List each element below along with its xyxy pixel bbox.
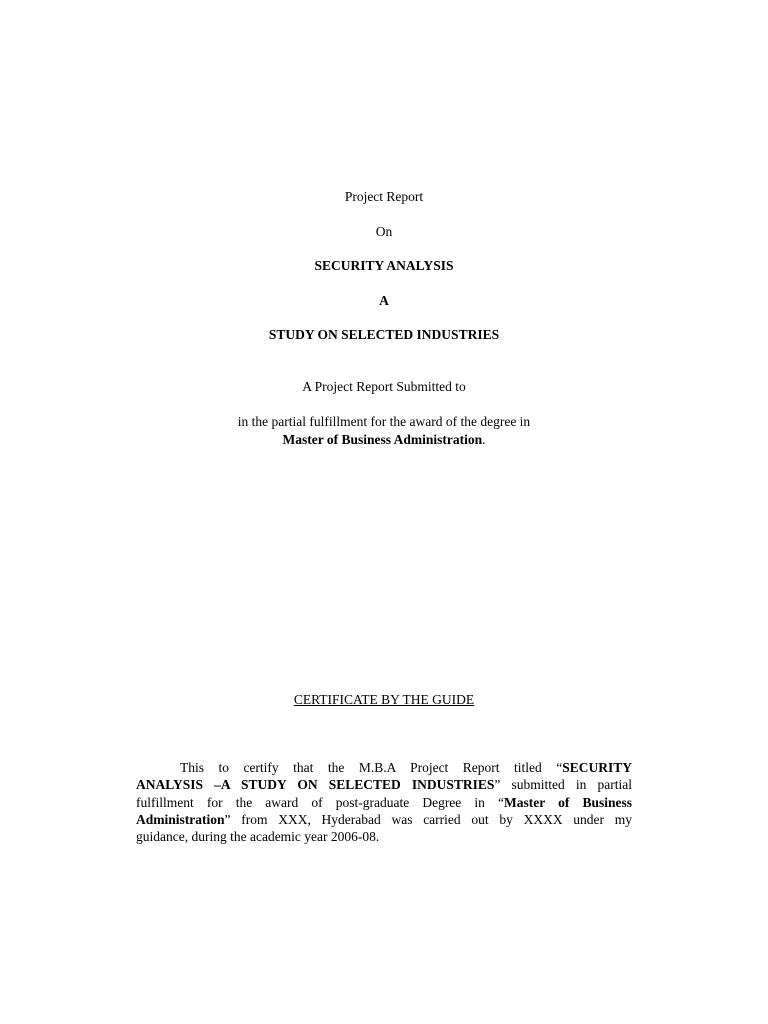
certificate-line-1: This to certify that the M.B.A Project Report titled “SECURITY xyxy=(180,760,632,775)
fulfillment-text: in the partial fulfillment for the award of the degree in xyxy=(237,414,531,429)
certificate-line-5: guidance, during the academic year 2006-08. xyxy=(136,829,380,845)
report-title-security-analysis: SECURITY ANALYSIS xyxy=(314,258,454,273)
degree-name: Master of Business Administration xyxy=(282,432,483,447)
certificate-heading: CERTIFICATE BY THE GUIDE xyxy=(293,692,475,707)
certificate-line-3: fulfillment for the award of post-graduate Degree in “Master of Business xyxy=(136,794,632,810)
certificate-paragraph xyxy=(136,759,632,845)
degree-line xyxy=(0,431,768,448)
submitted-to-text: A Project Report Submitted to xyxy=(302,379,466,394)
certificate-line-2: ANALYSIS –A STUDY ON SELECTED INDUSTRIES” submitted in partial xyxy=(136,777,632,793)
project-report-label: Project Report xyxy=(344,189,424,204)
certificate-line-4: Administration” from XXX, Hyderabad was carried out by XXXX under my xyxy=(136,811,632,827)
report-subtitle: STUDY ON SELECTED INDUSTRIES xyxy=(268,327,500,342)
degree-period: . xyxy=(482,432,486,447)
report-title-a: A xyxy=(379,293,389,308)
on-label: On xyxy=(375,224,393,239)
